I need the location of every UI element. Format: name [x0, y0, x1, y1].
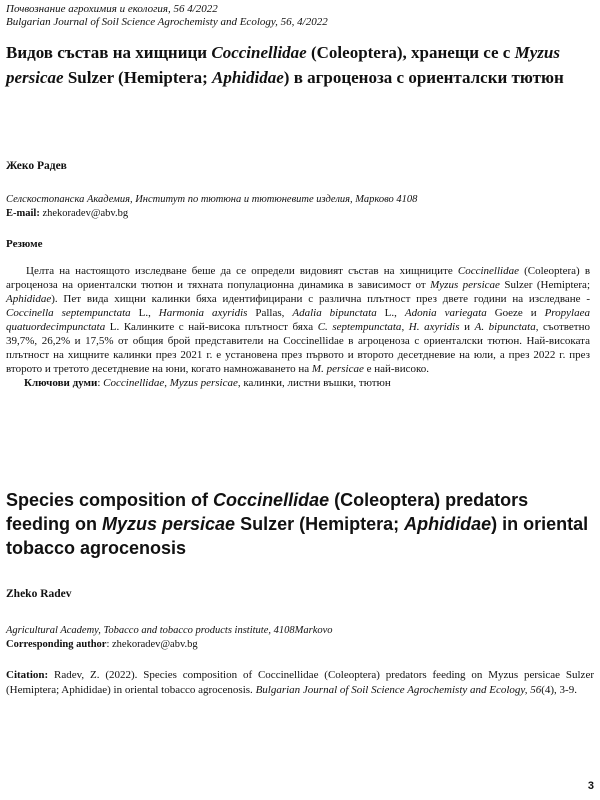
en-author-name: Zheko Radev	[6, 588, 72, 600]
english-title	[6, 488, 594, 560]
bg-email-line	[6, 208, 128, 219]
page-number: 3	[587, 780, 594, 792]
en-email-label: Corresponding author	[6, 639, 107, 650]
en-title-text: Species composition of	[6, 490, 214, 510]
bg-email-label: E-mail:	[6, 208, 40, 219]
abstract-taxon: H. axyridis	[408, 321, 460, 333]
bg-title-taxon: Aphididae	[212, 68, 284, 87]
bg-keywords	[6, 376, 590, 390]
bg-abstract-heading: Резюме	[6, 238, 43, 250]
abstract-text: Goeze и	[486, 307, 545, 319]
abstract-taxon: Adonia variegata	[404, 307, 487, 319]
abstract-taxon: Adalia bipunctata	[292, 307, 377, 319]
abstract-text: (Coleoptera) в агроценоза на ориенталски тютюн и тяхната популационна динамика в зависимост от	[6, 265, 591, 291]
en-affiliation: Agricultural Academy, Tobacco and tobacco products institute, 4108Markovo	[6, 625, 333, 636]
abstract-text: L.,	[376, 307, 405, 319]
en-title-taxon: Myzus persicae	[102, 514, 236, 534]
bulgarian-title	[6, 40, 594, 90]
bg-title-taxon: Coccinellidae	[211, 43, 307, 62]
bg-title-text: ) в агроценоза с ориенталски тютюн	[283, 68, 564, 87]
keywords-rest: , калинки, листни въшки, тютюн	[237, 377, 391, 389]
en-title-text: Sulzer (Hemiptera;	[235, 514, 405, 534]
en-email-address[interactable]: : zhekoradev@abv.bg	[106, 639, 198, 650]
abstract-text: и	[459, 321, 475, 333]
keyword-separator: ,	[164, 377, 170, 389]
citation	[6, 668, 594, 697]
keyword-taxon: Coccinellidae	[103, 377, 165, 389]
bg-abstract-paragraph	[6, 264, 590, 376]
bg-title-text: (Coleoptera), хранещи се с	[306, 43, 515, 62]
abstract-taxon: A. bipunctata	[474, 321, 536, 333]
abstract-text: Pallas,	[247, 307, 293, 319]
bg-abstract	[6, 264, 590, 390]
citation-volume: 56	[527, 683, 542, 696]
abstract-taxon: Coccinella septempunctata	[6, 307, 131, 319]
abstract-taxon: Coccinellidae	[457, 265, 519, 277]
abstract-taxon: Aphididae	[6, 293, 52, 305]
abstract-text: , съответно 39,7%, 26,2% и 17,5% от общия брой представители на Coccinellidae в агроценоза с ориенталски тютюн. Най-високата плътност на хищните калинки през 2021 г. е установена през първото и второто десетдневие на юли, а през 2022 г. през второто и третото десетдневие на юни, когато намножаването на	[6, 321, 590, 375]
en-email-line	[6, 639, 198, 650]
en-title-taxon: Coccinellidae	[213, 490, 330, 510]
abstract-text: L. Калинките с най-висока плътност бяха	[105, 321, 318, 333]
bg-affiliation: Селскостопанска Академия, Институт по тютюна и тютюневите изделия, Марково 4108	[6, 194, 418, 205]
abstract-taxon: C. septempunctata	[317, 321, 402, 333]
keywords-colon: :	[97, 377, 104, 389]
abstract-text: ). Пет вида хищни калинки бяха идентифицирани с различна плътност през двете години на изследване -	[51, 293, 590, 305]
citation-text: Radev, Z. (2022). Species composition of Coccinellidae (Coleoptera) predators feeding on Myzus persicae Sulzer (Hemiptera; Aphididae) in oriental tobacco agrocenosis.	[6, 669, 594, 696]
citation-label: Citation:	[6, 669, 49, 681]
abstract-taxon: M. persicae	[311, 363, 364, 375]
bg-author-name: Жеко Радев	[6, 160, 67, 172]
citation-issue: (4), 3-9.	[541, 683, 577, 696]
abstract-taxon: Harmonia axyridis	[158, 307, 248, 319]
bg-title-text: Sulzer (Hemiptera;	[63, 68, 212, 87]
en-title-taxon: Aphididae	[404, 514, 492, 534]
abstract-text: Целта на настоящото изследване беше да се определи видовият състав на хищниците	[26, 265, 458, 277]
abstract-text: е най-високо.	[363, 363, 430, 375]
journal-header-bg: Почвознание агрохимия и екология, 56 4/2022	[6, 3, 218, 15]
abstract-taxon: Propylaea quatuordecimpunctata	[6, 307, 590, 333]
bg-email-address[interactable]: zhekoradev@abv.bg	[42, 208, 129, 219]
abstract-taxon: Myzus persicae	[430, 279, 500, 291]
abstract-text: ,	[401, 321, 409, 333]
abstract-text: Sulzer (Hemiptera;	[499, 279, 590, 291]
keywords-label: Ключови думи	[24, 377, 98, 389]
keyword-taxon: Myzus persicae	[169, 377, 238, 389]
bg-title-text: Видов състав на хищници	[6, 43, 212, 62]
bg-title-taxon: Myzus persicae	[6, 43, 560, 87]
journal-header-en: Bulgarian Journal of Soil Science Agrochemisty and Ecology, 56, 4/2022	[6, 16, 328, 28]
citation-journal: Bulgarian Journal of Soil Science Agrochemisty and Ecology,	[255, 683, 528, 696]
abstract-text: L.,	[130, 307, 159, 319]
en-title-text: (Coleoptera) predators feeding on	[6, 490, 529, 534]
en-title-text: ) in oriental tobacco agrocenosis	[6, 514, 589, 558]
